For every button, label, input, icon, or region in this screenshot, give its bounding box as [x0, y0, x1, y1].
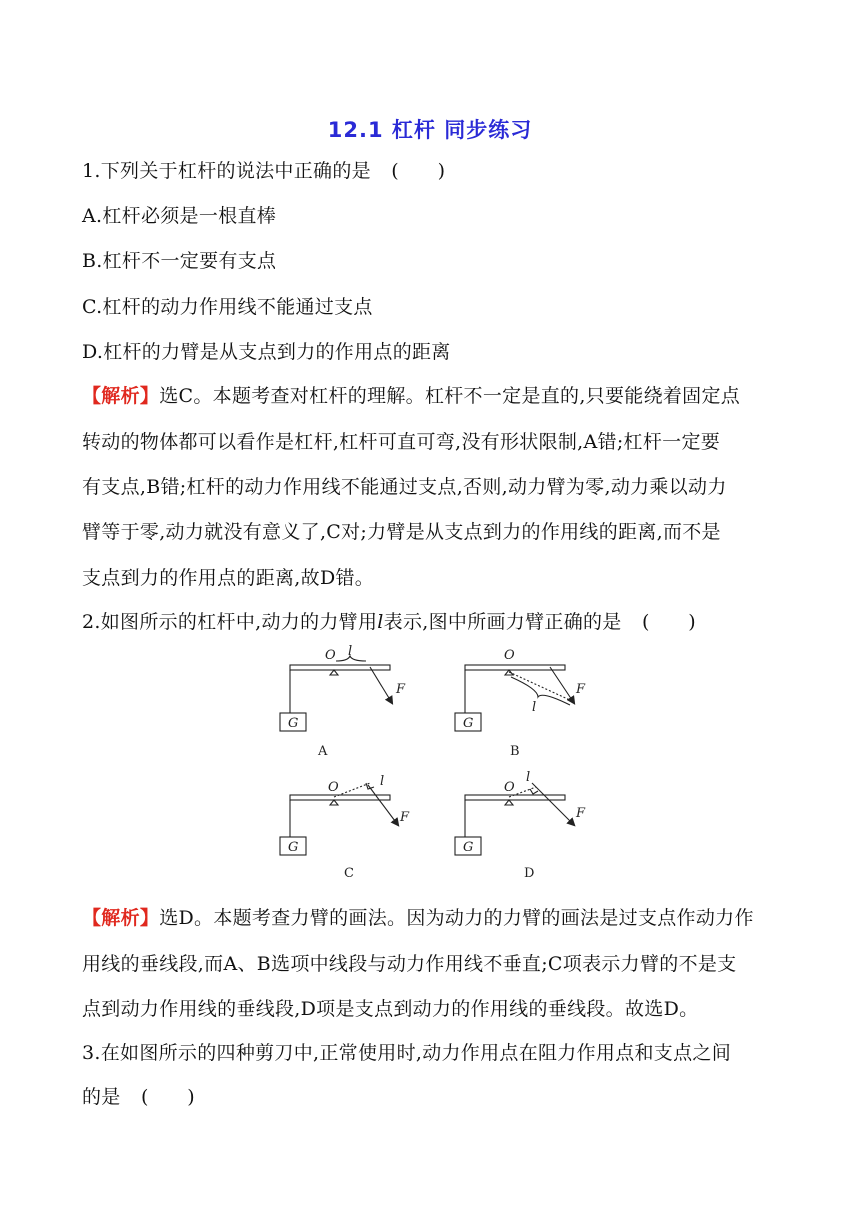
arm-symbol: l — [377, 611, 384, 633]
fulcrum-label: O — [325, 648, 336, 663]
caption-c: C — [344, 866, 354, 881]
fulcrum-label: O — [504, 648, 515, 663]
analysis-tag: 【解析】 — [82, 907, 160, 929]
question-3-stem-line-2: 的是 ( ) — [82, 1086, 195, 1108]
fulcrum-icon — [330, 670, 338, 675]
fulcrum-label: O — [504, 780, 515, 795]
weight-label: G — [463, 716, 474, 731]
question-2-stem: 2.如图所示的杠杆中,动力的力臂用l表示,图中所画力臂正确的是 ( ) — [82, 611, 696, 633]
option-a: A.杠杆必须是一根直棒 — [82, 205, 277, 227]
lever-bar — [290, 665, 390, 670]
option-b: B.杠杆不一定要有支点 — [82, 250, 277, 272]
force-label: F — [576, 806, 586, 821]
option-c: C.杠杆的动力作用线不能通过支点 — [82, 296, 373, 318]
analysis-2-line-2: 用线的垂线段,而A、B选项中线段与动力作用线不垂直;C项表示力臂的不是支 — [82, 953, 737, 975]
question-3-stem-line-1: 3.在如图所示的四种剪刀中,正常使用时,动力作用点在阻力作用点和支点之间 — [82, 1042, 732, 1064]
fulcrum-icon — [505, 800, 513, 805]
answer-parentheses: ( ) — [391, 160, 446, 182]
caption-b: B — [510, 744, 520, 759]
weight-label: G — [463, 840, 474, 855]
analysis-tag: 【解析】 — [82, 385, 160, 407]
fulcrum-label: O — [328, 780, 339, 795]
force-label: F — [576, 682, 586, 697]
question-1-stem — [82, 159, 782, 183]
option-d: D.杠杆的力臂是从支点到力的作用点的距离 — [82, 341, 451, 363]
question-1-text: 1.下列关于杠杆的说法中正确的是 — [82, 160, 371, 182]
analysis-2-line-1: 【解析】选D。本题考查力臂的画法。因为动力的力臂的画法是过支点作动力作 — [82, 907, 754, 929]
lever-diagrams-figure — [270, 645, 600, 885]
weight-label: G — [288, 716, 299, 731]
force-label: F — [400, 810, 410, 825]
arm-label: l — [532, 700, 537, 715]
lever-bar — [290, 795, 390, 800]
lever-bar — [465, 795, 565, 800]
page-title: 12.1 杠杆 同步练习 — [327, 118, 533, 142]
caption-d: D — [524, 866, 535, 881]
force-arrow — [368, 785, 398, 825]
arm-brace — [511, 677, 570, 705]
answer-parentheses: ( ) — [641, 611, 696, 633]
caption-a: A — [318, 744, 328, 759]
analysis-1-line-1: 【解析】选C。本题考查对杠杆的理解。杠杆不一定是直的,只要能绕着固定点 — [82, 385, 741, 407]
analysis-1-line-5: 支点到力的作用点的距离,故D错。 — [82, 567, 375, 589]
arm-label: l — [526, 770, 531, 785]
analysis-2-line-3: 点到动力作用线的垂线段,D项是支点到动力的作用线的垂线段。故选D。 — [82, 998, 699, 1020]
arm-label: l — [348, 645, 353, 659]
force-label: F — [396, 682, 406, 697]
fulcrum-icon — [330, 800, 338, 805]
force-arrow — [370, 667, 392, 703]
analysis-1-line-4: 臂等于零,动力就没有意义了,C对;力臂是从支点到力的作用线的距离,而不是 — [82, 521, 721, 543]
arm-label: l — [380, 774, 385, 789]
analysis-1-line-3: 有支点,B错;杠杆的动力作用线不能通过支点,否则,动力臂为零,动力乘以动力 — [82, 476, 727, 498]
right-angle-mark — [366, 783, 374, 789]
force-arrow — [532, 783, 574, 825]
answer-parentheses: ( ) — [140, 1086, 195, 1108]
weight-label: G — [288, 840, 299, 855]
right-angle-mark — [530, 789, 538, 794]
analysis-1-line-2: 转动的物体都可以看作是杠杆,杠杆可直可弯,没有形状限制,A错;杠杆一定要 — [82, 431, 721, 453]
